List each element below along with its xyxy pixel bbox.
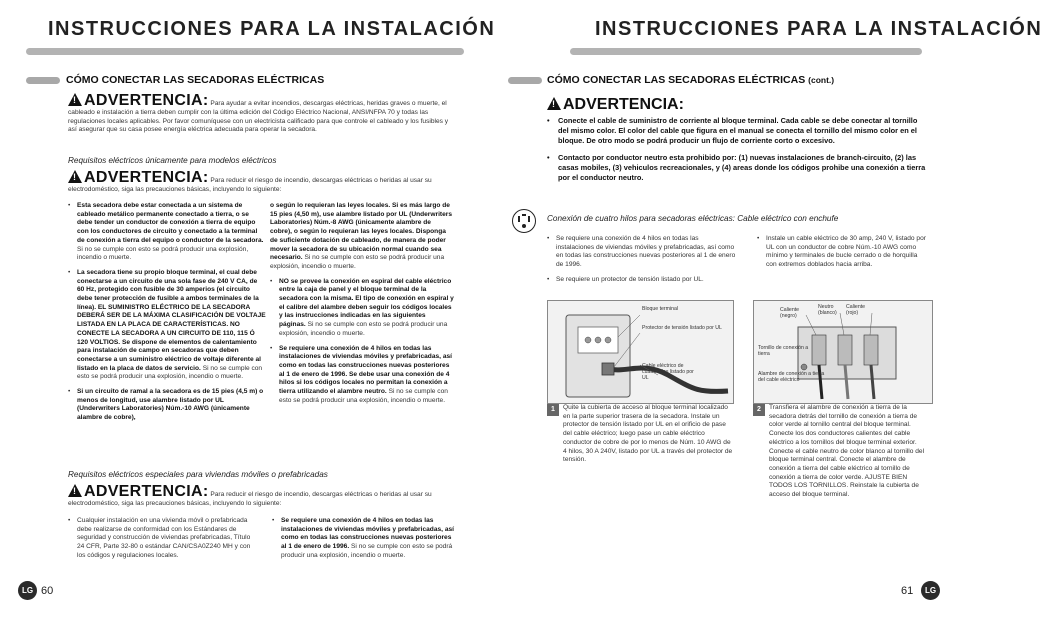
right-page (477, 0, 1042, 618)
figure-1-illustration (547, 300, 734, 404)
warning-word: ADVERTENCIA: (84, 169, 209, 186)
list-item (270, 278, 454, 339)
warning-icon (547, 97, 561, 110)
page-title: INSTRUCCIONES PARA LA INSTALACIÓN (595, 18, 1042, 40)
lg-logo-icon: LG (18, 581, 37, 600)
warning-block-3 (68, 484, 452, 509)
label-hot-red: Caliente (rojo) (846, 304, 866, 317)
warning-word: ADVERTENCIA: (84, 92, 209, 109)
page-number: 60 (41, 585, 54, 597)
four-wire-col-2 (757, 235, 929, 276)
section-pill (508, 77, 542, 84)
list-item-bold: NO se provee la conexión en espiral del cable eléctrico entre la caja de panel y el bloque terminal de la secadora con la misma. El tipo de conexión en espiral y el calibre del alambre deben seguir los códigos locales y las instrucciones indicadas en las siguientes páginas. (279, 277, 454, 329)
warning-block-2 (68, 170, 452, 195)
list-item: • Se requiere una conexión de 4 hilos en todas las instalaciones de viviendas móviles y prefabricadas, así como en todas las construcciones nuevas posteriores al 1 de enero de 1996. (547, 235, 737, 270)
warning-text: Para reducir el riesgo de incendio, descargas eléctricas o heridas al usar su electrodoméstico, siga las precauciones básicas, incluyendo lo siguiente: (68, 177, 432, 193)
label-hot-black: Caliente (negro) (780, 307, 800, 320)
warning-block-1 (68, 93, 452, 135)
requirements-col-2 (270, 202, 454, 411)
warning-icon (68, 170, 82, 183)
left-page (0, 0, 496, 618)
step-2-badge: 2 (753, 404, 765, 416)
list-item-bold: La secadora tiene su propio bloque terminal, el cual debe conectarse a un circuito de una sola fase de 240 V CA, de 60 Hz, protegido con fusible de 30 amperios (el circuito debe tener protección de fusible a ambos terminales de la línea). EL SUMINISTRO ELÉCTRICO DE LA SECADORA DEBERÁ SER DE LA MÁXIMA CLASIFICACIÓN DE VOLTAJE LISTADA EN LA PLACA DE CARACTERÍSTICAS. NO CONECTE LA SECADORA A UN CIRCUITO DE 110, 115 Ó 120 VOLTIOS. Se dispone de elementos de calentamiento para instalación de campo en secadoras que deben conectarse a un suministro eléctrico de voltaje diferente al listado en la placa de datos de servicio. (77, 268, 266, 372)
step-2-text: Transfiera el alambre de conexión a tierra de la secadora detrás del tornillo de conexión a tierra de color verde al tornillo central del bloque terminal. Conecte los dos conductores calientes del cable eléctrico a los tornillos del bloque terminal exterior. Conecte el cable neutro de color blanco al tornillo del bloque terminal central. Conecte el alambre de conexión a tierra del cable eléctrico al tornillo de conexión a tierra de color verde. AJUSTE BIEN TODOS LOS TORNILLOS. Reinstale la cubierta de acceso del bloque terminal. (769, 404, 925, 499)
list-item: • Instale un cable eléctrico de 30 amp, 240 V, listado por UL con un conductor de cobre Núm.-10 AWG como mínimo y terminales de bucle cerrado o de horquilla con extremos doblados hacia arriba. (757, 235, 929, 270)
mobile-col-2 (272, 517, 454, 567)
section-cont: (cont.) (808, 75, 835, 85)
label-terminal-block: Bloque terminal (642, 306, 679, 312)
list-item-text: Si no se cumple con esto se podrá producir una explosión, incendio o muerte. (279, 388, 448, 404)
list-item (68, 388, 266, 423)
section-title (547, 74, 834, 86)
warning-text: Para ayudar a evitar incendios, descargas eléctricas, heridas graves o muerte, el cableado e instalación a tierra deben cumplir con la última edición del Código Eléctrico Nacional, ANSI/NFPA 70 y todas las regulaciones locales aplicables. Por favor comuníquese con un electricista calificado para que controle el cableado y los fusibles y así asegurar que su casa posee energía eléctrica adecuada para operar la secadora. (68, 100, 449, 134)
list-item-bold: Se requiere una conexión de 4 hilos en todas las instalaciones de viviendas móviles y prefabricadas, así como en todas las construcciones nuevas posteriores al 1 de enero de 1996. (281, 517, 454, 551)
label-ground-screw: Tornillo de conexión a tierra (758, 345, 809, 358)
warning-text: Para reducir el riesgo de incendio, descargas eléctricas o heridas al usar su electrodoméstico, siga las precauciones básicas, incluyendo lo siguiente: (68, 491, 432, 507)
page-title: INSTRUCCIONES PARA LA INSTALACIÓN (48, 18, 496, 40)
title-bar (570, 48, 922, 55)
warning-word: ADVERTENCIA: (84, 483, 209, 500)
list-item (68, 269, 266, 382)
four-prong-outlet-icon (512, 209, 536, 233)
list-item: • Conecte el cable de suministro de corriente al bloque terminal. Cada cable se debe conectar al tornillo del mismo color. El color del cable que figura en el manual se conecta el tornillo del mismo color en el bloque. De otro modo se podrá producir un flujo de corriente corto o excesivo. (547, 116, 929, 147)
list-item-text: Cualquier instalación en una vivienda móvil o prefabricada debe realizarse de conformidad con los Estándares de seguridad y construcción de viviendas prefabricadas, Título 24 CFR, Parte 32-80 o estándar CAN/CSA0Z240 MH y con los códigos y regulaciones locales. (77, 517, 251, 559)
list-item: • Se requiere un protector de tensión listado por UL. (547, 276, 737, 285)
list-item-text: Si no se cumple con esto se podrá producir una explosión, incendio o muerte. (77, 364, 263, 381)
list-item-bold: Se requiere una conexión de 4 hilos en todas las instalaciones de viviendas móviles y prefabricadas, así como en todas las construcciones nuevas posteriores al 1 de enero de 1996. Se debe usar una conexión de 4 hilos si los códigos locales no permitan la conexión a tierra utilizando el alambre neutro. (279, 344, 452, 396)
list-item (68, 202, 266, 263)
step-1-text: Quite la cubierta de acceso al bloque terminal localizado en la parte superior trasera de la secadora. Instale un protector de tensión listado por UL en el orificio de pase del cable eléctrico; luego pase un cable eléctrico conductor de cobre de por lo menos de Núm. 10 AWG de 4 hilos, 30 A 240V, listado por UL a través del protector de tensión. (563, 404, 733, 464)
section-pill (26, 77, 60, 84)
warning-word: ADVERTENCIA: (563, 96, 684, 113)
warning-icon (68, 93, 82, 106)
figure-1-drawing (548, 301, 733, 403)
title-bar (26, 48, 464, 55)
step-1-badge: 1 (547, 404, 559, 416)
subhead-electric-only: Requisitos eléctricos únicamente para modelos eléctricos (68, 156, 277, 165)
label-strain-relief: Protector de tensión listado por UL (642, 325, 722, 331)
page-number: 61 (901, 585, 914, 597)
list-item-text: Si no se cumple con esto se podrá producir una explosión, incendio o muerte. (77, 245, 249, 262)
list-item (68, 517, 258, 561)
warning-icon (68, 484, 82, 497)
list-item-bold: Esta secadora debe estar conectada a un sistema de cableado metálico permanente conectado a tierra, o se debe tender un conductor de conexión a tierra de equipo con los conductores de circuito y conectado a la terminal de conexión a tierra del equipo o conductor de la secadora. (77, 202, 264, 244)
subhead-mobile-homes: Requisitos eléctricos especiales para viviendas móviles o prefabricadas (68, 470, 328, 479)
mobile-col-1 (68, 517, 258, 567)
warning-heading (547, 96, 684, 114)
list-item-text: Si no se cumple con esto se podrá producir una explosión, incendio o muerte. (281, 543, 453, 559)
section-title-text: CÓMO CONECTAR LAS SECADORAS ELÉCTRICAS (547, 74, 806, 86)
label-power-cord: Cable eléctrico de cuatro hilos listado por UL (642, 363, 694, 382)
warning-list (547, 116, 929, 189)
list-item (270, 202, 454, 272)
list-item (270, 345, 454, 406)
list-item-text: Si no se cumple con esto se podrá producir una explosión, incendio o muerte. (270, 254, 445, 270)
lg-logo-icon: LG (921, 581, 940, 600)
list-item-bold: o según lo requieran las leyes locales. Si es más largo de 15 pies (4,50 m), use alambre listado por UL (Underwriters Laboratories) Núm.-8 AWG (únicamente alambre de cobre), o según lo requieran las leyes locales. Disponga de suficiente dotación de cableado, de manera de poder mover la secadora de su ubicación normal cuando sea necesario. (270, 202, 452, 262)
section-title: CÓMO CONECTAR LAS SECADORAS ELÉCTRICAS (66, 74, 325, 86)
list-item: • Contacto por conductor neutro esta prohibido por: (1) nuevas instalaciones de branch-circuito, (2) las casas mobiles, (3) vehiculos recreacionales, y (4) areas donde los códigos prohibe una conexión a tierra por el conductor neutro. (547, 153, 929, 184)
list-item (272, 517, 454, 561)
figure-2-illustration (753, 300, 933, 404)
four-wire-col-1 (547, 235, 737, 291)
list-item-bold: Si un circuito de ramal a la secadora es de 15 pies (4,5 m) o menos de longitud, use alambre listado por UL (Underwriters Laboratories) Núm.-10 AWG (únicamente alambre de cobre), (77, 388, 264, 422)
label-neutral-white: Neutro (blanco) (818, 304, 837, 317)
label-ground-wire: Alambre de conexión a tierra del cable eléctrico (758, 371, 825, 384)
subhead-four-wire: Conexión de cuatro hilos para secadoras eléctricas: Cable eléctrico con enchufe (547, 214, 839, 223)
requirements-col-1 (68, 202, 266, 429)
list-item-text: Si no se cumple con esto se podrá producir una explosión, incendio o muerte. (279, 321, 448, 337)
